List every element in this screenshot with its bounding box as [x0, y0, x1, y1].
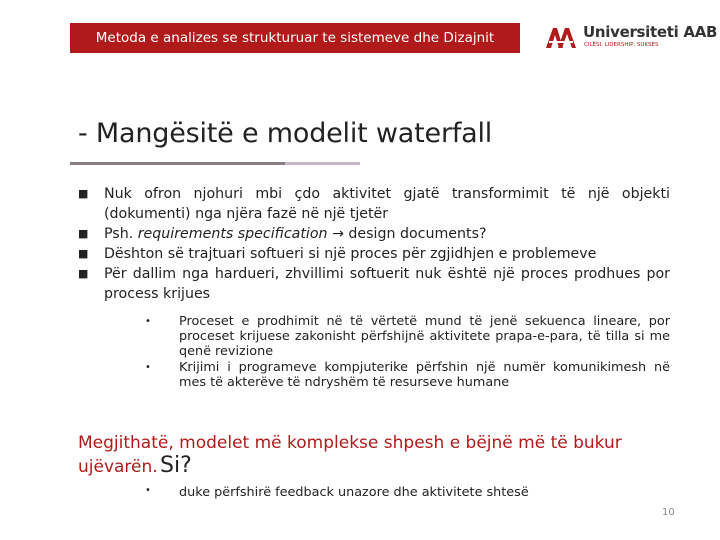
question-text: Si?: [160, 453, 192, 478]
red-statement-line1: Megjithatë, modelet më komplekse shpesh e bëjnë më të bukur: [78, 433, 622, 453]
square-bullet-icon: ■: [78, 247, 89, 260]
sub-bullet-list: [142, 314, 670, 390]
slide-title: - Mangësitë e modelit waterfall: [78, 118, 493, 149]
list-item: [78, 264, 670, 304]
header-bar: [70, 23, 520, 53]
title-underline: [70, 162, 360, 165]
square-bullet-icon: ■: [78, 227, 89, 240]
red-statement-line2: ujëvarën.: [78, 457, 158, 477]
bullet-text: Nuk ofron njohuri mbi çdo aktivitet gjatë transformimit të një objekti (dokumenti) nga njëra fazë në një tjetër: [104, 186, 670, 222]
sub-bullet-text: Krijimi i programeve kompjuterike përfshin një numër komunikimesh në mes të akterëve të ndryshëm të resurseve humane: [179, 360, 670, 390]
bullet-italic: requirements specification: [137, 226, 328, 242]
dot-bullet-icon: •: [145, 362, 151, 373]
square-bullet-icon: ■: [78, 267, 89, 280]
dot-bullet-icon: •: [145, 485, 151, 496]
list-item: [142, 360, 670, 390]
bullet-rest: design documents?: [348, 226, 487, 242]
square-bullet-icon: ■: [78, 187, 89, 200]
sub-bullet-text: Proceset e prodhimit në të vërtetë mund të jenë sekuenca lineare, por proceset krijuese zakonisht përfshijnë aktivitete prapa-e-para, të tilla si me qenë revizione: [179, 314, 670, 359]
list-item: [78, 184, 670, 224]
list-item: [78, 224, 670, 244]
bullet-list: [78, 184, 670, 304]
page-number: 10: [662, 507, 675, 518]
bullet-text: Dështon së trajtuari softueri si një proces për zgjidhjen e problemeve: [104, 246, 597, 262]
sub-bullet-text: duke përfshirë feedback unazore dhe aktivitete shtesë: [179, 485, 529, 500]
list-item: [142, 314, 670, 359]
header-title: Metoda e analizes se strukturuar te sistemeve dhe Dizajnit: [95, 30, 495, 46]
arrow-icon: →: [332, 226, 344, 242]
logo-mark-icon: [543, 22, 579, 52]
bullet-text: Për dallim nga hardueri, zhvillimi softuerit nuk është një proces prodhues por process krijues: [104, 266, 670, 302]
dot-bullet-icon: •: [145, 316, 151, 327]
university-logo: [543, 20, 718, 56]
bullet-lead: Psh.: [104, 226, 134, 242]
list-item: [78, 244, 670, 264]
bullet-text: [104, 224, 670, 244]
list-item: [142, 485, 670, 500]
logo-name: Universiteti AAB: [583, 23, 718, 41]
logo-tagline: CILËSI, LIDERSHIP, SUKSES: [584, 42, 659, 48]
final-sub-bullet: [142, 485, 670, 500]
